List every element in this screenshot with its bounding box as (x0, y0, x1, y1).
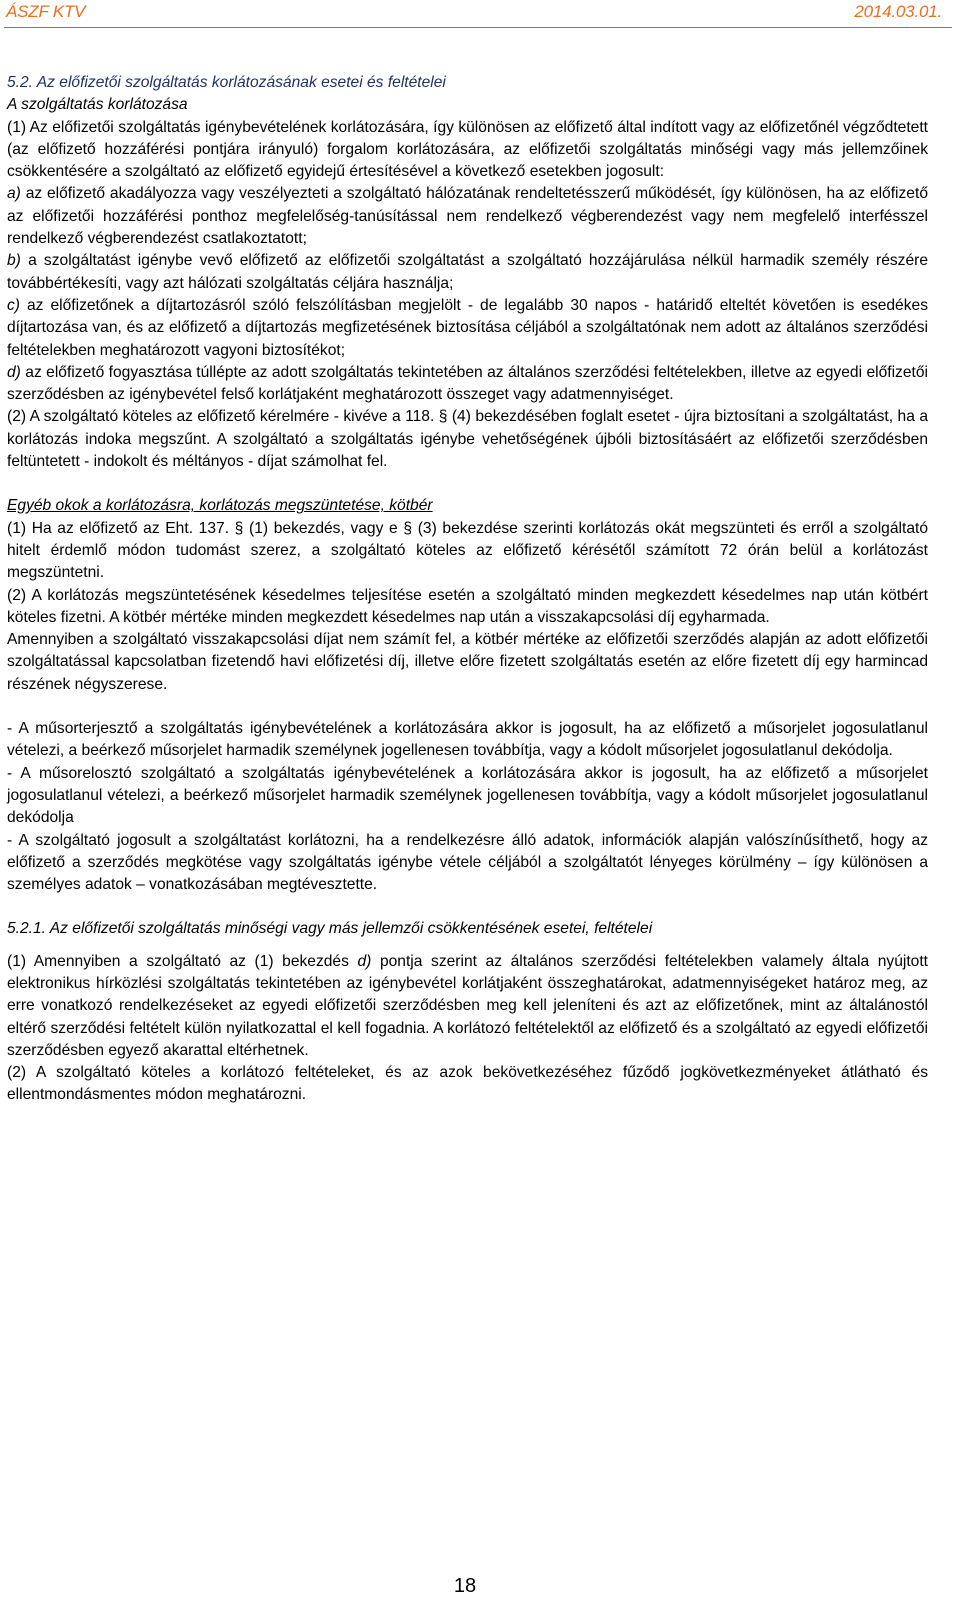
list-item-label: a) (7, 185, 21, 203)
list-item-text: az előfizető fogyasztása túllépte az adott szolgáltatás tekintetében az általános szerződési feltételekben, illetve az egyedi előfizetői szerződésben az igénybevétel felső korlátjaként meghatározott összeget vagy adatmennyiséget. (7, 363, 928, 404)
page-number: 18 (453, 1575, 477, 1597)
header-date: 2014.03.01. (854, 2, 942, 21)
paragraph-other-3: Amennyiben a szolgáltató visszakapcsolási díjat nem számít fel, a kötbér mértéke az előfizetői szerződés alapján az adott előfizetői szolgáltatással kapcsolatban fizetendő havi előfizetési díj, illetve előre fizetett szolgáltatás esetén az előre fizetett díj egy harmincad részének négyszerese. (7, 631, 928, 693)
paragraph-restriction-2: (2) A szolgáltató köteles az előfizető kérelmére - kivéve a 118. § (4) bekezdésében foglalt esetet - újra biztosítani a szolgáltatást, ha a korlátozás indoka megszűnt. A szolgáltató a szolgáltatás igénybe vehetőségének újbóli biztosításáért az előfizetői szerződésben feltüntetett - indokolt és méltányos - díjat számolhat fel. (7, 408, 928, 471)
header-divider (4, 27, 952, 28)
list-item-text: az előfizetőnek a díjtartozásról szóló felszólításban megjelölt - de legalább 30 napos - határidő elteltét követően is esedékes díjtartozása van, és az előfizető a díjtartozás megfizetésének biztosítása céljából a szolgáltatónak nem adott az általános szerződési feltételekben meghatározott vagyoni biztosítékot; (7, 296, 928, 359)
list-item-label: b) (7, 252, 21, 270)
list-item-b (7, 250, 928, 295)
document-body (7, 72, 928, 1107)
subsection-title: 5.2.1. Az előfizetői szolgáltatás minőségi vagy más jellemzői csökkentésének esetei, feltételei (7, 920, 653, 938)
paragraph-521-1 (7, 951, 928, 1062)
section-title: 5.2. Az előfizetői szolgáltatás korlátozásának esetei és feltételei (7, 74, 446, 91)
text-run: pontja szerint az általános szerződési feltételekben valamely általa nyújtott elektronikus hírközlési szolgáltatás tekintetében az igénybevétel korlátjaként összeghatárokat, adatmennyiségeket határoz meg, az erre vonatkozó rendelkezéseket az egyedi előfizetői szerződésben meg kell jeleníteni és azt az előfizetőnek, mint az általánostól eltérő szerződési feltételt külön nyilatkozattal el kell fogadnia. A korlátozó feltételektől az előfizető és a szolgáltató az egyedi előfizetői szerződésben egyező akarattal eltérhetnek. (7, 952, 928, 1059)
bullet-paragraph: - A szolgáltató jogosult a szolgáltatást korlátozni, ha a rendelkezésre álló adatok, információk alapján valószínűsíthető, hogy az előfizető a szerződés megkötése vagy szolgáltatás igénybe vétele céljából a szolgáltatót lényeges körülmény – így különösen a személyes adatok – vonatkozásában megtévesztette. (7, 831, 928, 894)
bullet-paragraph: - A műsorterjesztő a szolgáltatás igénybevételének a korlátozására akkor is jogosult, ha az előfizető a műsorjelet jogosulatlanul vételezi, a beérkező műsorjelet harmadik személynek jogellenesen továbbítja, vagy a kódolt műsorjelet jogosulatlanul dekódolja. (7, 720, 928, 760)
list-item-text: a szolgáltatást igénybe vevő előfizető az előfizetői szolgáltatást a szolgáltató hozzájárulása nélkül harmadik személy részére továbbértékesíti, vagy azt hálózati szolgáltatás céljára használja; (7, 252, 928, 292)
paragraph-restriction-1: (1) Az előfizetői szolgáltatás igénybevételének korlátozására, így különösen az előfizető által indított vagy az előfizetőnél végződtetett (az előfizető hozzáférési pontjára irányuló) forgalom korlátozására, az előfizetői szolgáltatás minőségi vagy más jellemzőinek csökkentésére a szolgáltató az előfizető egyidejű értesítésével a következő esetekben jogosult: (7, 118, 928, 181)
paragraph-other-2: (2) A korlátozás megszüntetésének késedelmes teljesítése esetén a szolgáltató minden megkezdett késedelmes nap után kötbért köteles fizetni. A kötbér mértéke minden megkezdett késedelmes nap után a visszakapcsolási díj egyharmada. (7, 586, 928, 626)
list-item-text: az előfizető akadályozza vagy veszélyezteti a szolgáltató hálózatának rendeltetésszerű működését, így különösen, ha az előfizető az előfizetői hozzáférési ponthoz megfelelőség-tanúsítással nem rendelkező végberendezést vagy nem megfelelő interfésszel rendelkező végberendezést csatlakoztatott; (7, 185, 928, 248)
list-item-a (7, 183, 928, 250)
section-subtitle: A szolgáltatás korlátozása (7, 96, 188, 114)
other-reasons-subtitle: Egyéb okok a korlátozásra, korlátozás megszüntetése, kötbér (7, 497, 433, 515)
list-item-d (7, 362, 928, 407)
text-run-italic: d) (357, 952, 372, 970)
list-item-c (7, 295, 928, 362)
bullet-paragraph: - A műsorelosztó szolgáltató a szolgáltatás igénybevételének a korlátozására akkor is jogosult, ha az előfizető a műsorjelet jogosulatlanul vételezi, a beérkező műsorjelet harmadik személynek jogellenesen továbbítja, vagy a kódolt műsorjelet jogosulatlanul dekódolja (7, 764, 928, 827)
paragraph-521-2: (2) A szolgáltató köteles a korlátozó feltételeket, és az azok bekövetkezéséhez fűződő jogkövetkezményeket átlátható és ellentmondásmentes módon meghatározni. (7, 1064, 928, 1104)
header-doc-title: ÁSZF KTV (6, 2, 86, 21)
paragraph-other-1: (1) Ha az előfizető az Eht. 137. § (1) bekezdés, vagy e § (3) bekezdése szerinti korlátozás okát megszünteti és erről a szolgáltató hitelt érdemlő módon tudomást szerez, a szolgáltató köteles az előfizető kérésétől számított 72 órán belül a korlátozást megszüntetni. (7, 519, 928, 582)
list-item-label: d) (7, 363, 21, 381)
text-run: (1) Amennyiben a szolgáltató az (1) bekezdés (7, 952, 358, 970)
list-item-label: c) (7, 296, 20, 314)
